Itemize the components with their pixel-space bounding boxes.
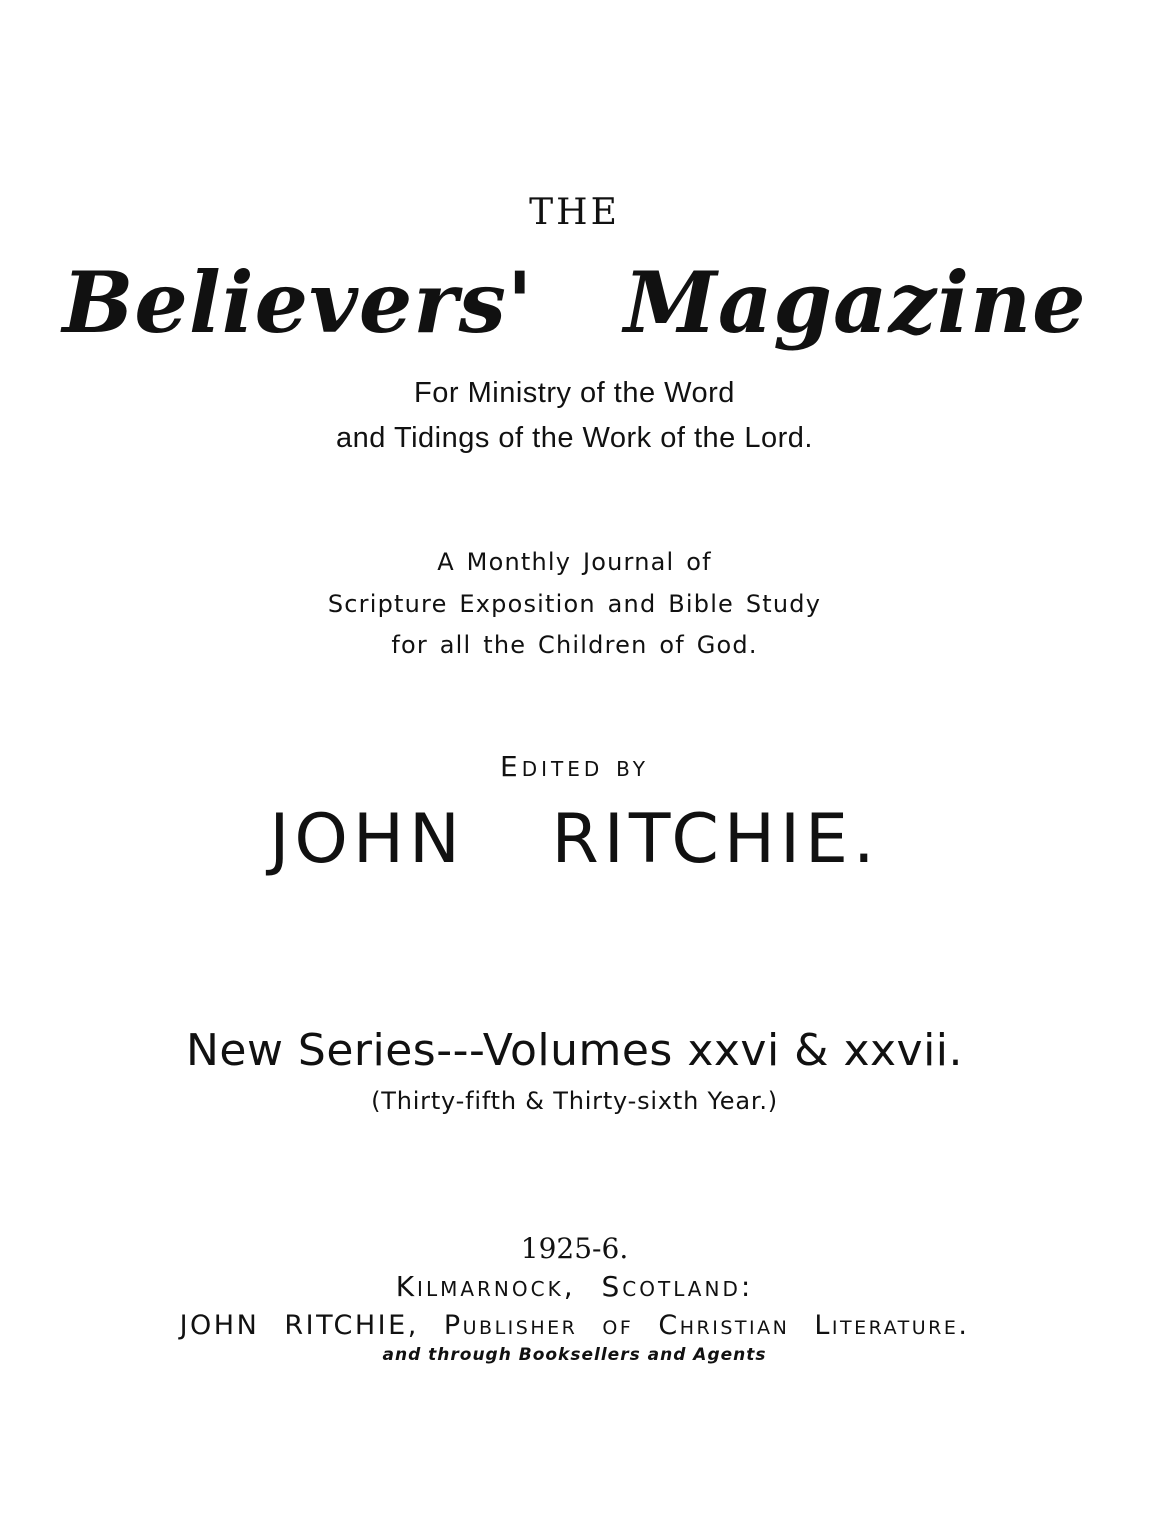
series-years: (Thirty-fifth & Thirty-sixth Year.) xyxy=(371,1087,778,1115)
publisher-line: JOHN RITCHIE, Publisher of Christian Literature. xyxy=(179,1310,970,1341)
series-volumes: New Series---Volumes xxvi & xxvii. xyxy=(185,1025,964,1076)
description-line-1: A Monthly Journal of xyxy=(437,548,712,576)
subtitle-line-2: and Tidings of the Work of the Lord. xyxy=(336,422,813,454)
publication-place: Kilmarnock, Scotland: xyxy=(395,1270,754,1303)
publication-date: 1925-6. xyxy=(520,1232,629,1265)
description-line-2: Scripture Exposition and Bible Study xyxy=(327,590,822,618)
edited-by-label: Edited by xyxy=(500,750,649,783)
subtitle-line-1: For Ministry of the Word xyxy=(414,377,735,409)
title-article: THE xyxy=(529,192,620,233)
agents-line: and through Booksellers and Agents xyxy=(382,1345,767,1365)
description-line-3: for all the Children of God. xyxy=(391,631,758,659)
editor-name: JOHN RITCHIE. xyxy=(269,800,880,879)
magazine-title: Believers' Magazine xyxy=(62,253,1087,352)
